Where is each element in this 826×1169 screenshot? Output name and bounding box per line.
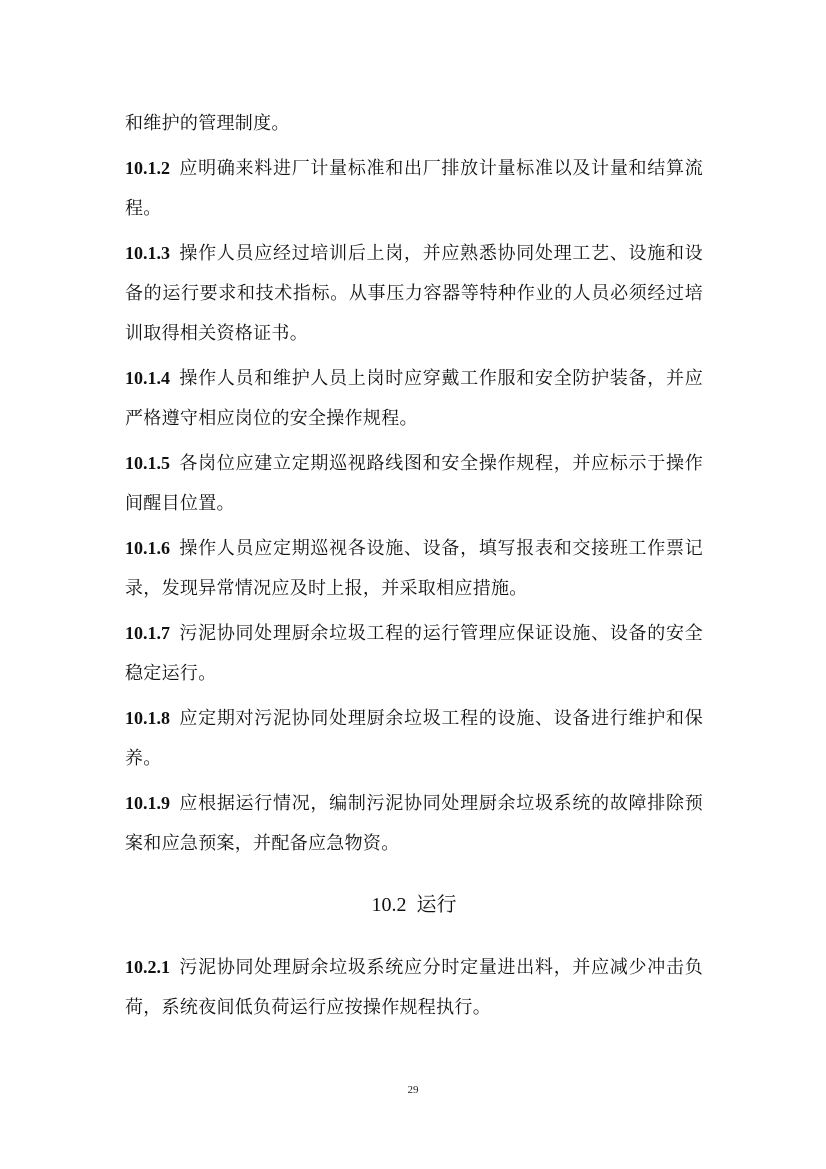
clause-text: 应明确来料进厂计量标准和出厂排放计量标准以及计量和结算流程。: [125, 158, 703, 219]
clause-10-1-9: [125, 783, 703, 864]
clause-number: 10.1.2: [125, 158, 170, 178]
clause-number: 10.1.6: [125, 538, 170, 558]
section-title: 运行: [416, 892, 457, 916]
clause-text: 应根据运行情况，编制污泥协同处理厨余垃圾系统的故障排除预案和应急预案，并配备应急物资。: [125, 793, 703, 854]
clause-10-1-4: [125, 358, 703, 439]
clause-number: 10.1.9: [125, 793, 170, 813]
clause-10-1-3: [125, 233, 703, 354]
section-number: 10.2: [371, 894, 407, 916]
clause-10-1-2: [125, 148, 703, 229]
clause-text: 操作人员和维护人员上岗时应穿戴工作服和安全防护装备，并应严格遵守相应岗位的安全操作规程。: [125, 368, 703, 429]
section-heading: [125, 884, 703, 925]
clause-text: 污泥协同处理厨余垃圾系统应分时定量进出料，并应减少冲击负荷，系统夜间低负荷运行应按操作规程执行。: [125, 957, 703, 1018]
clause-10-1-7: [125, 613, 703, 694]
clause-number: 10.2.1: [125, 957, 170, 977]
clause-text: 污泥协同处理厨余垃圾工程的运行管理应保证设施、设备的安全稳定运行。: [125, 623, 703, 684]
clause-number: 10.1.3: [125, 243, 170, 263]
clause-10-1-5: [125, 443, 703, 524]
continuation-paragraph: 和维护的管理制度。: [125, 113, 290, 134]
clause-number: 10.1.5: [125, 453, 170, 473]
clause-text: 操作人员应经过培训后上岗，并应熟悉协同处理工艺、设施和设备的运行要求和技术指标。从事压力容器等特种作业的人员必须经过培训取得相关资格证书。: [125, 243, 703, 344]
clause-10-1-6: [125, 528, 703, 609]
page-number: 29: [407, 1084, 419, 1096]
page-content: [125, 104, 703, 1032]
clause-10-1-8: [125, 698, 703, 779]
clause-text: 各岗位应建立定期巡视路线图和安全操作规程，并应标示于操作间醒目位置。: [125, 453, 703, 514]
clause-number: 10.1.7: [125, 623, 170, 643]
clause-text: 操作人员应定期巡视各设施、设备，填写报表和交接班工作票记录，发现异常情况应及时上报，并采取相应措施。: [125, 538, 703, 599]
clause-10-2-1: [125, 947, 703, 1028]
clause-number: 10.1.4: [125, 368, 170, 388]
clause-number: 10.1.8: [125, 708, 170, 728]
clause-text: 应定期对污泥协同处理厨余垃圾工程的设施、设备进行维护和保养。: [125, 708, 703, 769]
